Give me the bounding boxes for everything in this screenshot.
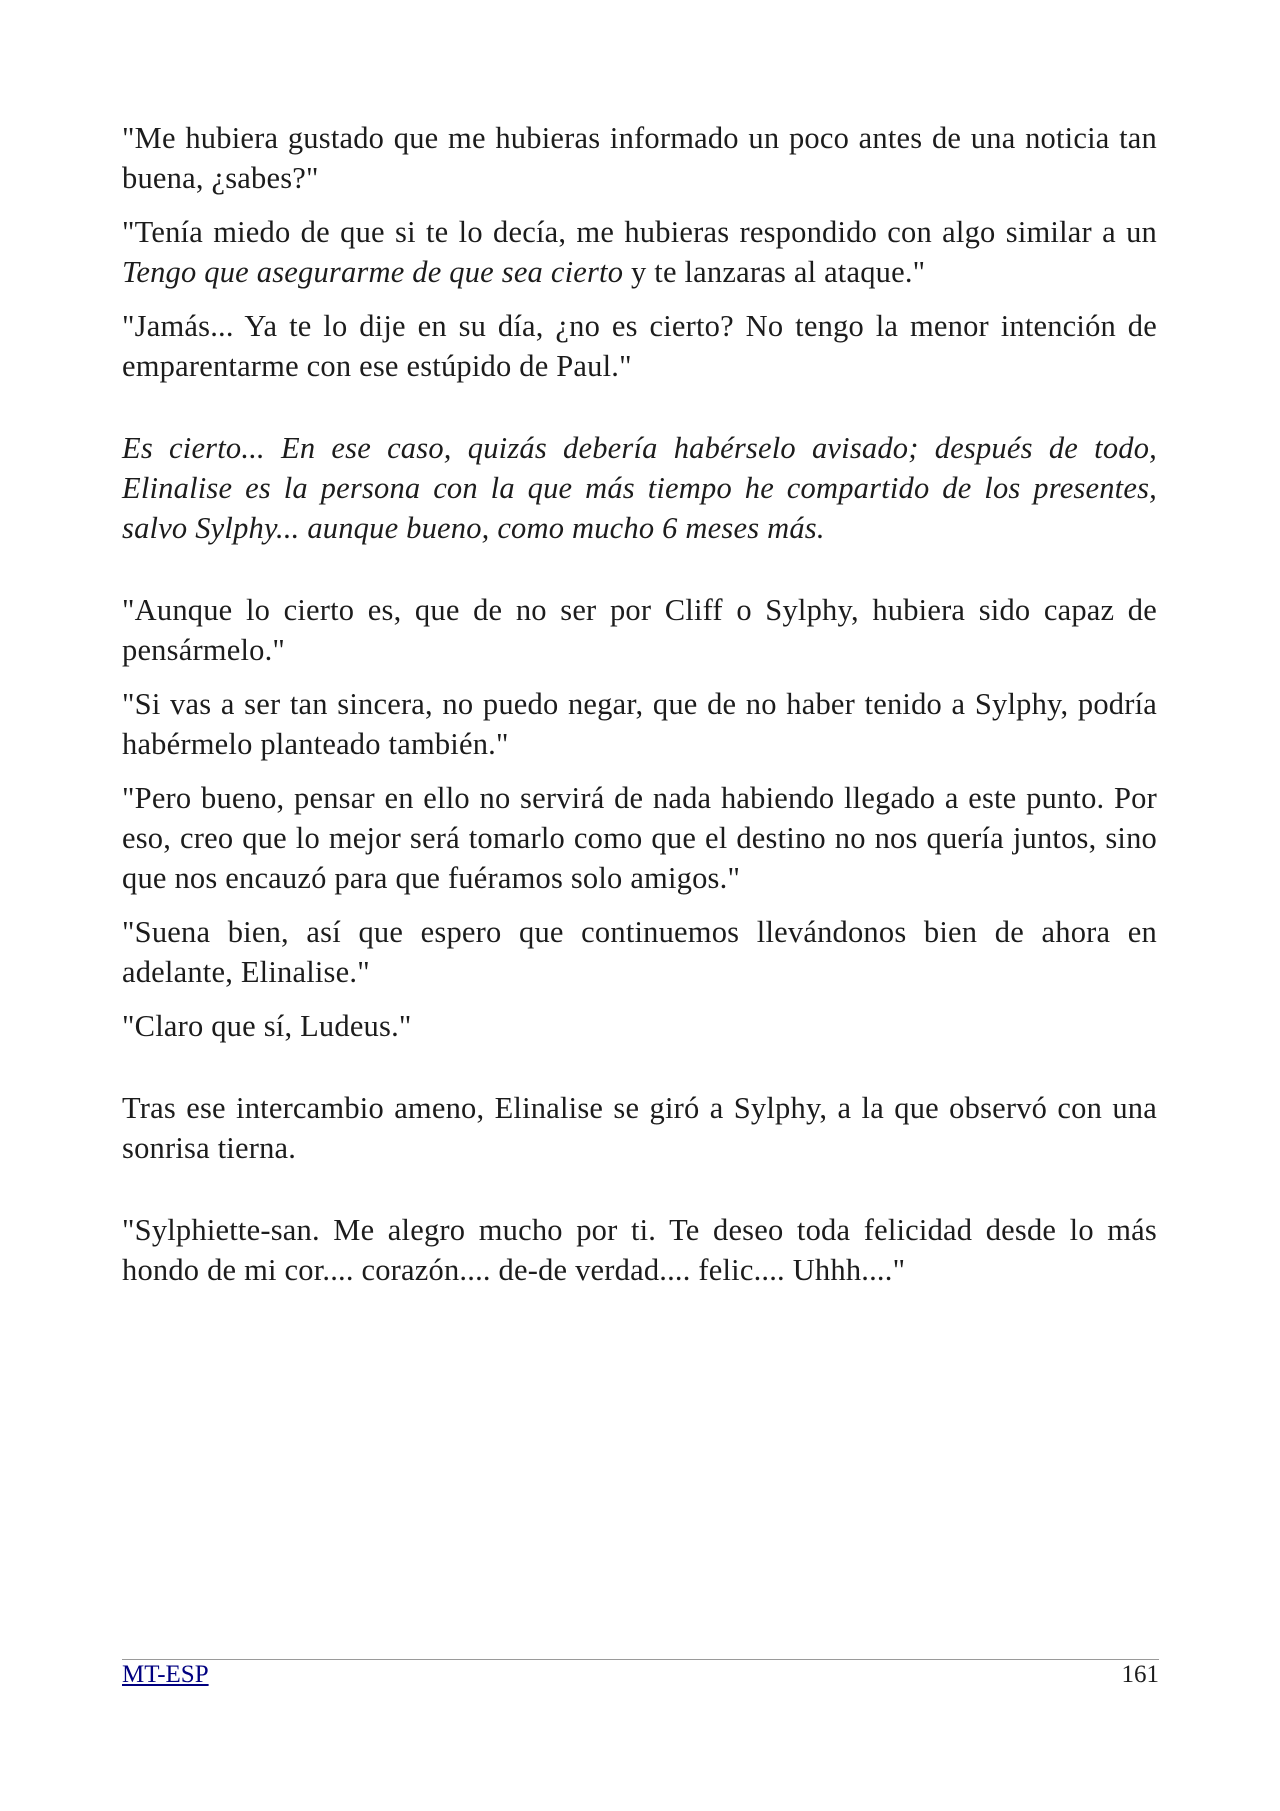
paragraph (122, 212, 1157, 292)
page-body (122, 118, 1157, 1304)
inner-thought-paragraph (122, 428, 1157, 548)
paragraph (122, 306, 1157, 386)
paragraph-text: "Claro que sí, Ludeus." (122, 1009, 412, 1043)
paragraph-text: "Me hubiera gustado que me hubieras informado un poco antes de una noticia tan buena, ¿sabes?" (122, 121, 1157, 195)
page-number: 161 (1121, 1661, 1159, 1688)
paragraph-text: "Suena bien, así que espero que continuemos llevándonos bien de ahora en adelante, Elinalise." (122, 915, 1157, 989)
paragraph-text: "Pero bueno, pensar en ello no servirá de nada habiendo llegado a este punto. Por eso, creo que lo mejor será tomarlo como que el destino no nos quería juntos, sino que nos encauzó para que fuéramos solo amigos." (122, 781, 1157, 895)
paragraph-text: Es cierto... En ese caso, quizás debería habérselo avisado; después de todo, Elinalise es la persona con la que más tiempo he compartido de los presentes, salvo Sylphy... aunque bueno, como mucho 6 meses más. (122, 431, 1157, 545)
paragraph (122, 1006, 1157, 1046)
paragraph (122, 118, 1157, 198)
paragraph (122, 778, 1157, 898)
paragraph-text: "Tenía miedo de que si te lo decía, me hubieras respondido con algo similar a un (122, 215, 1157, 249)
footer-divider (122, 1659, 1159, 1660)
paragraph-text: y te lanzaras al ataque." (623, 255, 926, 289)
narration-paragraph (122, 1088, 1157, 1168)
footer-link[interactable]: MT-ESP (122, 1661, 209, 1688)
paragraph-text: "Aunque lo cierto es, que de no ser por Cliff o Sylphy, hubiera sido capaz de pensármelo." (122, 593, 1157, 667)
paragraph-italic-text: Tengo que asegurarme de que sea cierto (122, 255, 624, 289)
paragraph (122, 684, 1157, 764)
paragraph (122, 1210, 1157, 1290)
paragraph (122, 912, 1157, 992)
paragraph (122, 590, 1157, 670)
paragraph-text: "Sylphiette-san. Me alegro mucho por ti. Te deseo toda felicidad desde lo más hondo de mi cor.... corazón.... de-de verdad.... felic.... Uhhh...." (122, 1213, 1157, 1287)
paragraph-text: "Jamás... Ya te lo dije en su día, ¿no es cierto? No tengo la menor intención de emparentarme con ese estúpido de Paul." (122, 309, 1157, 383)
paragraph-text: Tras ese intercambio ameno, Elinalise se giró a Sylphy, a la que observó con una sonrisa tierna. (122, 1091, 1157, 1165)
paragraph-text: "Si vas a ser tan sincera, no puedo negar, que de no haber tenido a Sylphy, podría habérmelo planteado también." (122, 687, 1157, 761)
